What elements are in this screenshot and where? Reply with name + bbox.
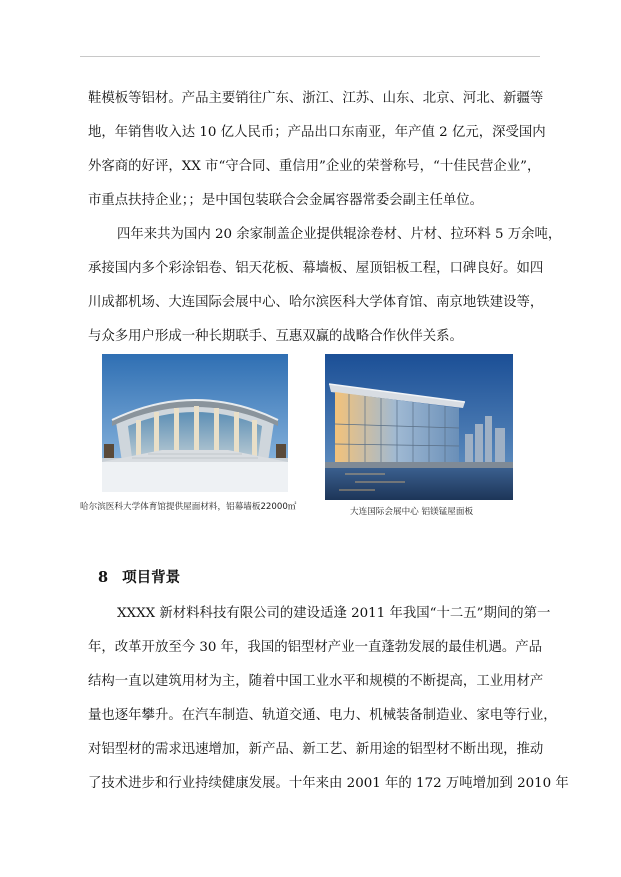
paragraph-line: 对铝型材的需求迅速增加，新产品、新工艺、新用途的铝型材不断出现，推动 — [88, 742, 544, 757]
exhibition-center-caption: 大连国际会展中心 铝镁锰屋面板 — [350, 507, 474, 517]
paragraph-line: 外客商的好评，XX 市“守合同、重信用”企业的荣誉称号，“十佳民营企业”， — [88, 159, 541, 174]
section-heading — [98, 566, 180, 587]
stadium-caption: 哈尔滨医科大学体育馆提供屋面材料，铝幕墙板22000㎡ — [80, 502, 297, 512]
paragraph-line: 川成都机场、大连国际会展中心、哈尔滨医科大学体育馆、南京地铁建设等， — [88, 295, 544, 310]
section-title: 项目背景 — [122, 569, 181, 586]
stadium-photo — [102, 354, 288, 492]
paragraph-line: 四年来共为国内 20 余家制盖企业提供辊涂卷材、片材、拉环料 5 万余吨， — [117, 227, 562, 242]
header-rule — [80, 56, 540, 57]
paragraph-line: 鞋模板等铝材。产品主要销往广东、浙江、江苏、山东、北京、河北、新疆等 — [88, 91, 544, 106]
paragraph-line: 了技术进步和行业持续健康发展。十年来由 2001 年的 172 万吨增加到 2010 年 — [88, 776, 569, 791]
paragraph-line: 年，改革开放至今 30 年，我国的铝型材产业一直蓬勃发展的最佳机遇。产品 — [88, 640, 543, 655]
paragraph-line: 承接国内多个彩涂铝卷、铝天花板、幕墙板、屋顶铝板工程，口碑良好。如四 — [88, 261, 544, 276]
exhibition-center-photo — [325, 354, 513, 500]
paragraph-line: XXXX 新材料科技有限公司的建设适逢 2011 年我国“十二五”期间的第一 — [117, 606, 551, 621]
paragraph-line: 结构一直以建筑用材为主，随着中国工业水平和规模的不断提高，工业用材产 — [88, 674, 544, 689]
paragraph-line: 量也逐年攀升。在汽车制造、轨道交通、电力、机械装备制造业、家电等行业， — [88, 708, 557, 723]
paragraph-line: 地，年销售收入达 10 亿人民币；产品出口东南亚，年产值 2 亿元，深受国内 — [88, 125, 546, 140]
paragraph-line: 与众多用户形成一种长期联手、互惠双赢的战略合作伙伴关系。 — [88, 329, 463, 344]
section-number: 8 — [98, 569, 109, 586]
paragraph-line: 市重点扶持企业；；是中国包装联合会金属容器常委会副主任单位。 — [88, 193, 484, 208]
